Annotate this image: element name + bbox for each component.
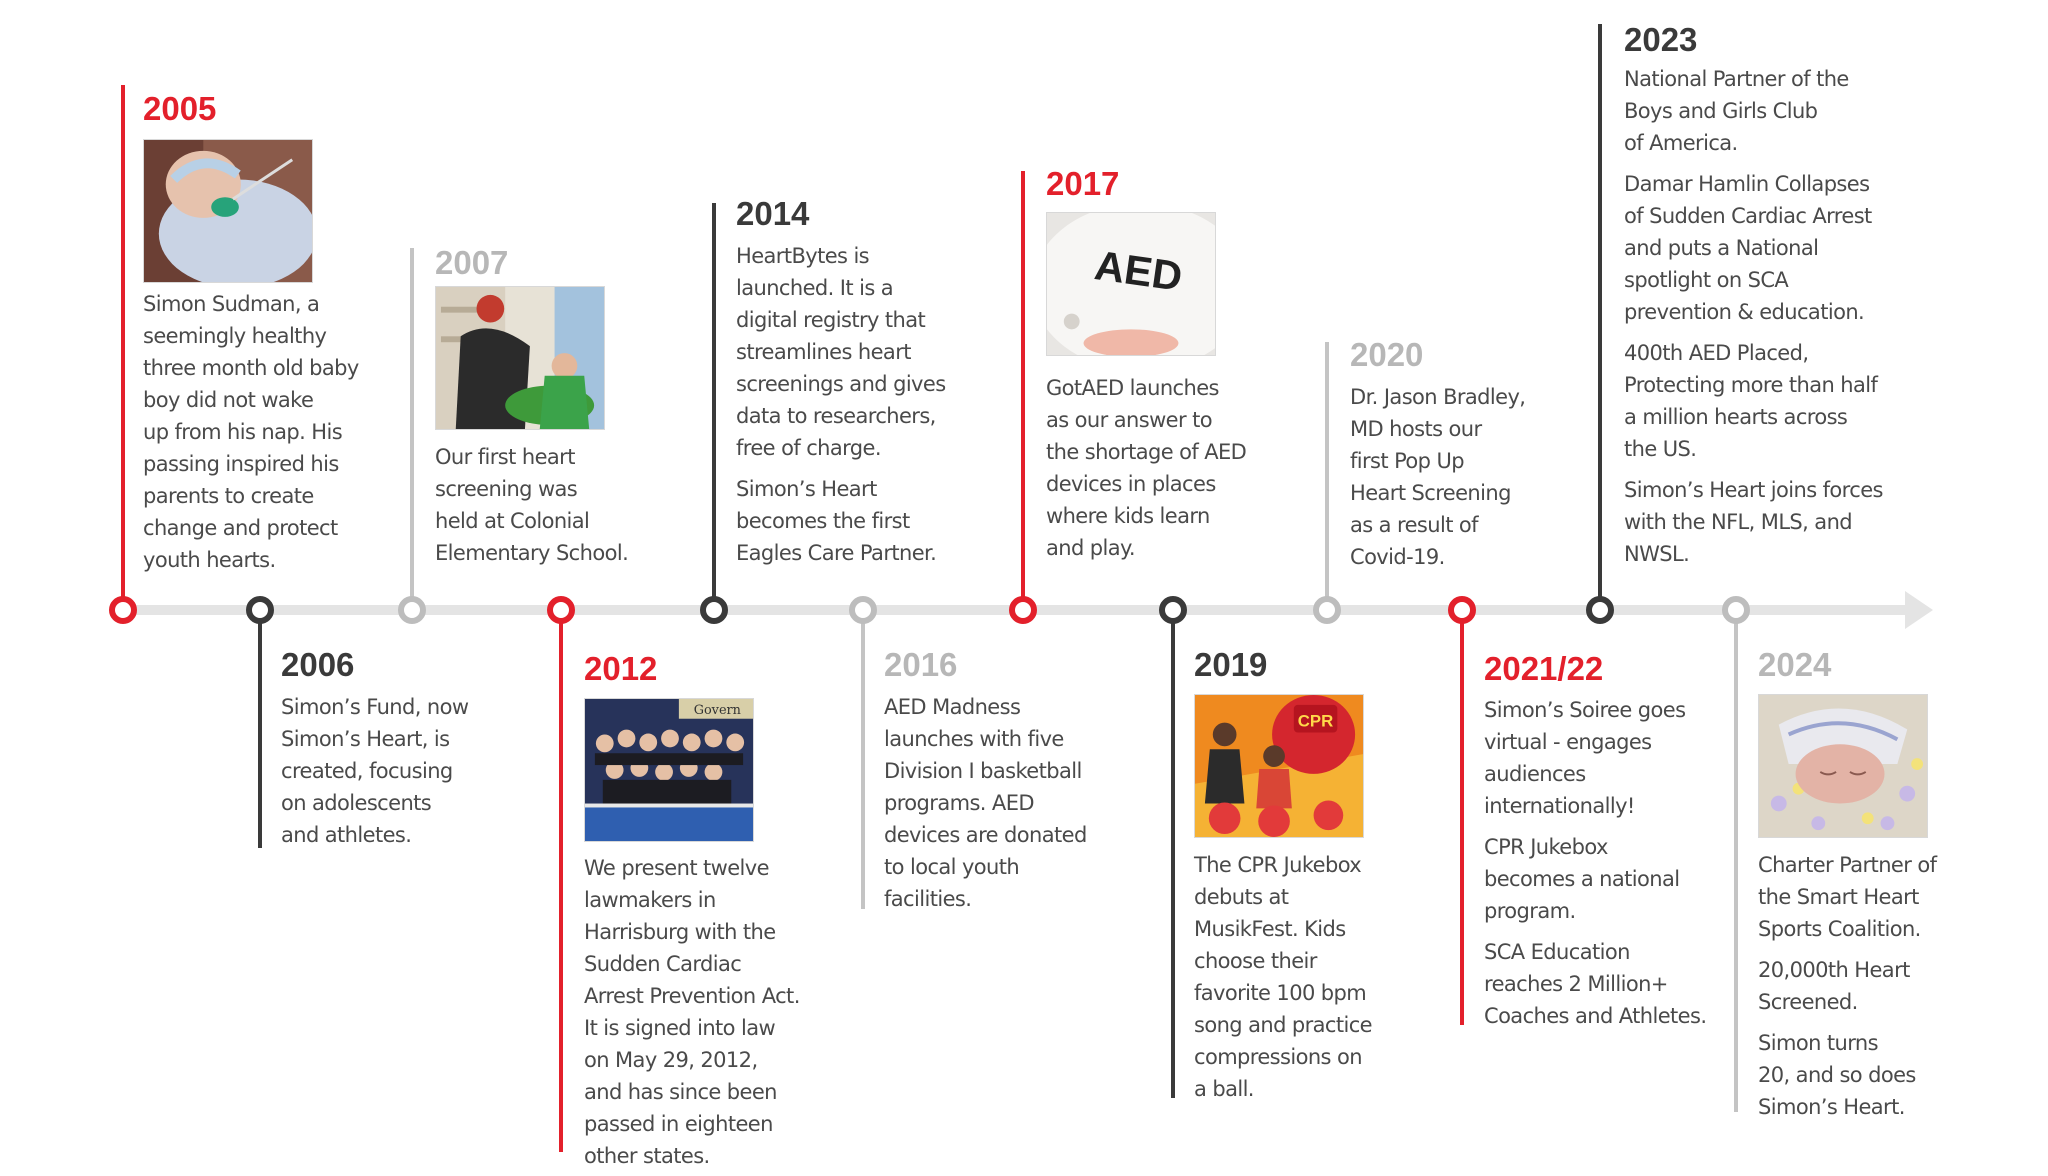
milestone-stem: [1171, 610, 1175, 1098]
milestone-node: [246, 596, 274, 624]
milestone-text: We present twelve lawmakers in Harrisburg with the Sudden Cardiac Arrest Prevention Act. It is signed into law on May 29, 2012, and has since been passed in eighteen other states.: [584, 856, 800, 1168]
cpr-jukebox-photo: [1194, 694, 1364, 838]
milestone-text: Simon’s Soiree goes virtual - engages audiences internationally!: [1484, 698, 1686, 818]
milestone-node: [1313, 596, 1341, 624]
milestone-node: [849, 596, 877, 624]
milestone-year: 2024: [1758, 646, 1832, 683]
milestone-stem: [559, 610, 563, 1152]
milestone-year: 2005: [143, 90, 217, 127]
milestone-year: 2021/22: [1484, 650, 1604, 687]
milestone-text: Dr. Jason Bradley, MD hosts our first Pop Up Heart Screening as a result of Covid-19.: [1350, 385, 1526, 569]
milestone-year: 2012: [584, 650, 658, 687]
milestone-year: 2023: [1624, 21, 1698, 58]
milestone-node: [547, 596, 575, 624]
milestone-stem: [712, 203, 716, 610]
milestone-text: CPR Jukebox becomes a national program.: [1484, 835, 1680, 923]
milestone-text: Damar Hamlin Collapses of Sudden Cardiac Arrest and puts a National spotlight on SCA prevention & education.: [1624, 172, 1872, 324]
milestone-text: HeartBytes is launched. It is a digital registry that streamlines heart screenings and gives data to researchers, free of charge.: [736, 244, 946, 460]
milestone-year: 2019: [1194, 646, 1268, 683]
milestone-text: 20,000th Heart Screened.: [1758, 958, 1910, 1014]
milestone-stem: [1734, 610, 1738, 1112]
milestone-text: Simon’s Heart joins forces with the NFL, MLS, and NWSL.: [1624, 478, 1883, 566]
milestone-text: Simon Sudman, a seemingly healthy three month old baby boy did not wake up from his nap. His passing inspired his parents to create change and protect youth hearts.: [143, 292, 359, 572]
timeline-arrow-head: [1905, 591, 1933, 629]
milestone-text: SCA Education reaches 2 Million+ Coaches and Athletes.: [1484, 940, 1707, 1028]
milestone-node: [1722, 596, 1750, 624]
milestone-node: [109, 596, 137, 624]
milestone-text: GotAED launches as our answer to the shortage of AED devices in places where kids learn and play.: [1046, 376, 1247, 560]
milestone-node: [1448, 596, 1476, 624]
milestone-year: 2006: [281, 646, 355, 683]
heart-screening-photo: [435, 286, 605, 430]
governor-signing-photo: [584, 698, 754, 842]
milestone-text: Simon turns 20, and so does Simon’s Heart.: [1758, 1031, 1916, 1119]
milestone-text: AED Madness launches with five Division I basketball programs. AED devices are donated to local youth facilities.: [884, 695, 1087, 911]
milestone-text: Our first heart screening was held at Colonial Elementary School.: [435, 445, 629, 565]
cpr-image-label: CPR: [1297, 711, 1334, 731]
milestone-stem: [121, 85, 125, 610]
milestone-node: [700, 596, 728, 624]
milestone-text: Charter Partner of the Smart Heart Sports Coalition.: [1758, 853, 1937, 941]
milestone-text: Simon’s Heart becomes the first Eagles Care Partner.: [736, 477, 937, 565]
milestone-node: [398, 596, 426, 624]
milestone-stem: [1021, 171, 1025, 610]
newborn-baby-photo: [143, 139, 313, 283]
milestone-text: Simon’s Fund, now Simon’s Heart, is created, focusing on adolescents and athletes.: [281, 695, 469, 847]
milestone-year: 2020: [1350, 336, 1424, 373]
milestone-stem: [1325, 342, 1329, 610]
milestone-node: [1586, 596, 1614, 624]
newborn-baby-2024-photo: [1758, 694, 1928, 838]
milestone-text: 400th AED Placed, Protecting more than half a million hearts across the US.: [1624, 341, 1878, 461]
milestone-node: [1159, 596, 1187, 624]
milestone-year: 2017: [1046, 165, 1120, 202]
milestone-text: The CPR Jukebox debuts at MusikFest. Kids choose their favorite 100 bpm song and practice compressions on a ball.: [1194, 853, 1373, 1101]
milestone-stem: [1598, 24, 1602, 610]
milestone-year: 2014: [736, 195, 810, 232]
aed-device-photo: [1046, 212, 1216, 356]
aed-image-label: AED: [1091, 241, 1186, 300]
milestone-stem: [1460, 610, 1464, 1025]
milestone-stem: [410, 248, 414, 610]
milestone-year: 2016: [884, 646, 958, 683]
milestone-text: National Partner of the Boys and Girls Club of America.: [1624, 67, 1849, 155]
milestone-node: [1009, 596, 1037, 624]
svg-text:Govern: Govern: [693, 702, 741, 718]
milestone-year: 2007: [435, 244, 509, 281]
milestone-stem: [258, 610, 262, 848]
milestone-stem: [861, 610, 865, 909]
